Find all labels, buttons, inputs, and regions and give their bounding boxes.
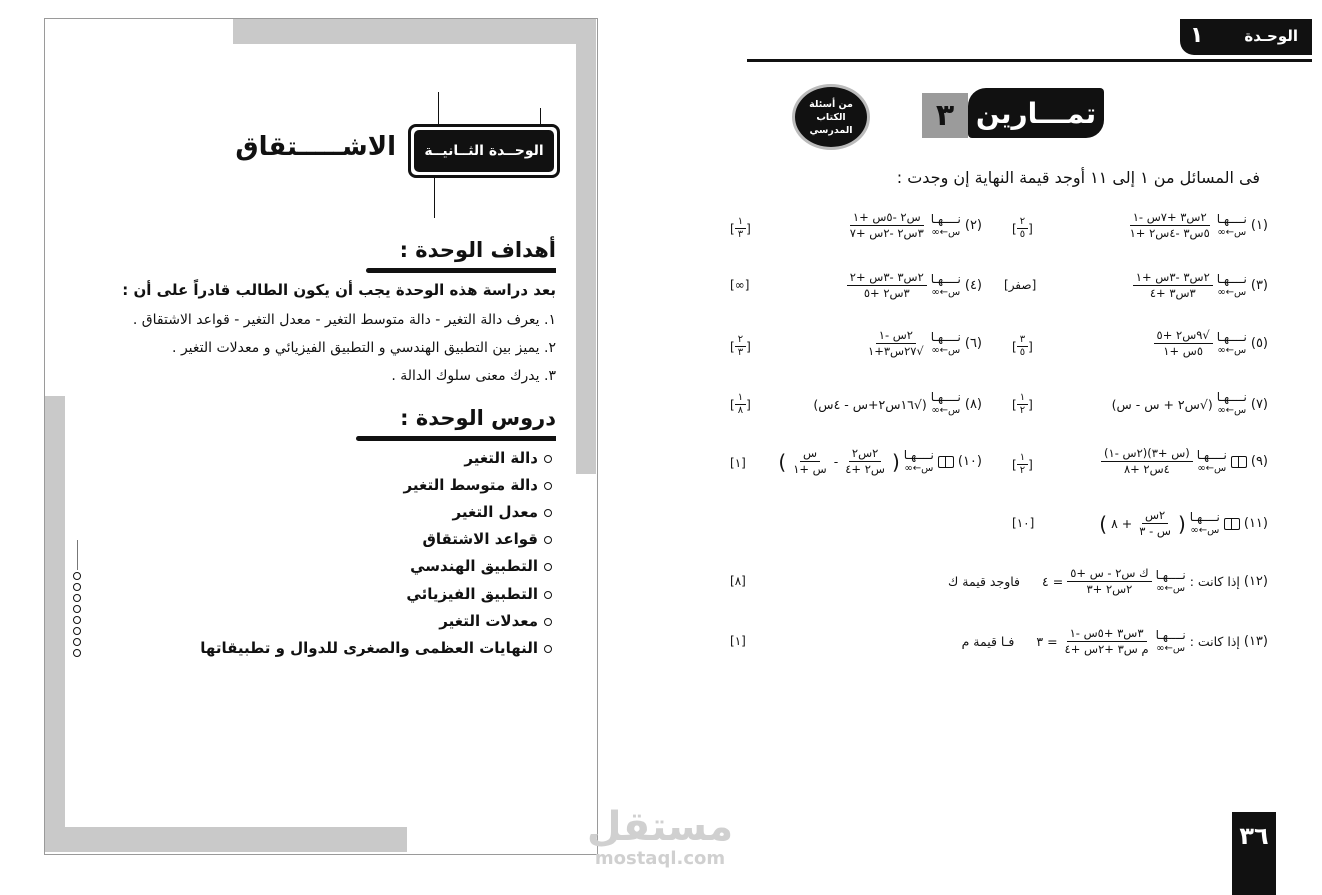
- bullet-icon: [544, 482, 552, 490]
- lesson-item: معدلات التغير: [439, 612, 552, 630]
- problem-8: (٨) نــــهـا س←∞ (√١٦س٢+س - ٤س): [813, 390, 982, 416]
- bullet-icon: [544, 618, 552, 626]
- lesson-item: دالة متوسط التغير: [404, 476, 552, 494]
- problem-6: (٦) نــــهـا س←∞ $\frac{\text{٢س -١}}{\text{√٢٧س٣+١}}$: [868, 328, 982, 358]
- goals-intro: بعد دراسة هذه الوحدة يجب أن يكون الطالب قادراً على أن :: [122, 281, 556, 299]
- decor-line: [434, 172, 435, 218]
- goal-item: ٢. يميز بين التطبيق الهندسي و التطبيق الفيزيائي و معدلات التغير .: [172, 340, 556, 356]
- book-icon: [1231, 456, 1247, 468]
- bullet-icon: [544, 536, 552, 544]
- goal-item: ١. يعرف دالة التغير - دالة متوسط التغير - معدل التغير - قواعد الاشتقاق .: [132, 312, 556, 328]
- problem-7: (٧) نــــهـا س←∞ (√س٢ + س - س): [1111, 390, 1268, 416]
- lesson-item: النهايات العظمى والصغرى للدوال و تطبيقاتها: [200, 639, 552, 657]
- unit-tab-label: الوحـدة: [1244, 27, 1298, 45]
- decor-left-bar: [45, 396, 65, 852]
- exercises-banner: تمـــارين: [968, 88, 1104, 138]
- binder-line: [77, 540, 78, 570]
- problem-9: (٩) نــــهـا س←∞ $\frac{\text{(س +٣)(٢س -١)}}{\text{٤س٢ +٨}}$: [1101, 446, 1268, 477]
- binder-ring-icon: [73, 572, 81, 580]
- answer-13: [ ١ ]: [730, 634, 746, 648]
- unit-tab: [1180, 19, 1312, 55]
- answer-1: [ $\frac{٢}{٥}$ ]: [1012, 216, 1033, 240]
- binder-ring-icon: [73, 638, 81, 646]
- binder-ring-icon: [73, 649, 81, 657]
- page-number: ٣٦: [1232, 812, 1276, 895]
- watermark-latin: mostaql.com: [594, 848, 726, 869]
- decor-top-bar: [233, 19, 596, 44]
- answer-3: [ صفر ]: [1004, 278, 1037, 292]
- decor-line: [438, 92, 439, 126]
- decor-right-bar: [576, 19, 596, 474]
- watermark: [575, 805, 745, 869]
- answer-10: [ ١ ]: [730, 456, 746, 470]
- unit-label-box: [408, 124, 560, 178]
- unit-tab-number: ١: [1190, 23, 1204, 48]
- bullet-icon: [544, 645, 552, 653]
- watermark-arabic: مستقل: [586, 804, 734, 850]
- binder-ring-icon: [73, 594, 81, 602]
- problem-12: (١٢) إذا كانت : نــــهـا س←∞ $\frac{\text{ك س٢ - س +٥}}{\text{٢س٢ +٣}}$ = ٤ فاوجد قيمة ك: [948, 566, 1268, 596]
- answer-2: [ $\frac{١}{٣}$ ]: [730, 216, 751, 240]
- problem-11: (١١) نــــهـا س←∞ ( $\frac{\text{٢س}}{\text{س - ٣}}$ + ٨ ): [1099, 508, 1268, 538]
- badge-line: من أسئلة: [809, 98, 853, 110]
- binder-ring-icon: [73, 627, 81, 635]
- binder-ring-icon: [73, 583, 81, 591]
- problem-1: (١) نــــهـا س←∞ $\frac{\text{٢س٣ +٧س -١}}{\text{٥س٣ -٤س٢ +١}}$: [1129, 210, 1268, 240]
- problem-3: (٣) نــــهـا س←∞ $\frac{\text{٢س٣ -٣س +١}}{\text{٣س٣ +٤}}$: [1133, 270, 1268, 301]
- exercises-number: ٣: [922, 93, 968, 138]
- binder-ring-icon: [73, 616, 81, 624]
- bullet-icon: [544, 563, 552, 571]
- decor-bottom-bar: [45, 827, 407, 852]
- problem-10: (١٠) نــــهـا س←∞ ( $\frac{\text{٢س٢}}{\text{س٢ +٤}}$ - $\frac{\text{س}}{\text{س +١}}$ ): [778, 446, 982, 476]
- answer-8: [ $\frac{١}{٨}$ ]: [730, 392, 751, 416]
- lessons-underline: [356, 436, 556, 441]
- textbook-badge: [792, 84, 870, 150]
- lesson-item: التطبيق الهندسي: [410, 557, 552, 575]
- lesson-item: معدل التغير: [453, 503, 552, 521]
- lesson-item: دالة التغير: [464, 449, 552, 467]
- goals-underline: [366, 268, 556, 273]
- bullet-icon: [544, 591, 552, 599]
- unit-label: الوحــدة الثــانيــة: [414, 130, 554, 172]
- problem-13: (١٣) إذا كانت : نــــهـا س←∞ $\frac{\text{٣س٣ +٥س -١}}{\text{م س٣ +٢س +٤}}$ = ٣ فـا قيمة م: [961, 626, 1268, 656]
- lessons-heading: دروس الوحدة :: [400, 406, 556, 430]
- problem-5: (٥) نــــهـا س←∞ $\frac{\text{√٩س٢ +٥}}{\text{٥س +١}}$: [1154, 328, 1268, 359]
- answer-7: [ $\frac{١}{٢}$ ]: [1012, 392, 1033, 416]
- book-icon: [938, 456, 954, 468]
- answer-11: [ ١٠ ]: [1012, 516, 1035, 530]
- bullet-icon: [544, 455, 552, 463]
- binder-ring-icon: [73, 605, 81, 613]
- problem-4: (٤) نــــهـا س←∞ $\frac{\text{٢س٣ -٣س +٢}}{\text{٣س٢ +٥}}$: [847, 270, 982, 301]
- answer-9: [ $\frac{١}{٢}$ ]: [1012, 452, 1033, 476]
- unit-title: الاشـــــتقاق: [235, 132, 396, 162]
- answer-4: [ ∞ ]: [730, 278, 750, 292]
- instructions: فى المسائل من ١ إلى ١١ أوجد قيمة النهاية إن وجدت :: [896, 168, 1260, 187]
- book-icon: [1224, 518, 1240, 530]
- goals-heading: أهداف الوحدة :: [399, 238, 556, 262]
- header-rule: [747, 59, 1312, 62]
- answer-5: [ $\frac{٣}{٥}$ ]: [1012, 334, 1033, 358]
- answer-6: [ $\frac{٢}{٣}$ ]: [730, 334, 751, 358]
- badge-line: الكتاب المدرسي: [809, 111, 853, 136]
- goal-item: ٣. يدرك معنى سلوك الدالة .: [391, 368, 556, 384]
- bullet-icon: [544, 509, 552, 517]
- lesson-item: قواعد الاشتقاق: [422, 530, 552, 548]
- problem-2: (٢) نــــهـا س←∞ $\frac{\text{س٢ -٥س +١}}{\text{٣س٢ -٢س +٧}}$: [849, 210, 982, 240]
- answer-12: [ ٨ ]: [730, 574, 746, 588]
- lesson-item: التطبيق الفيزيائي: [406, 585, 552, 603]
